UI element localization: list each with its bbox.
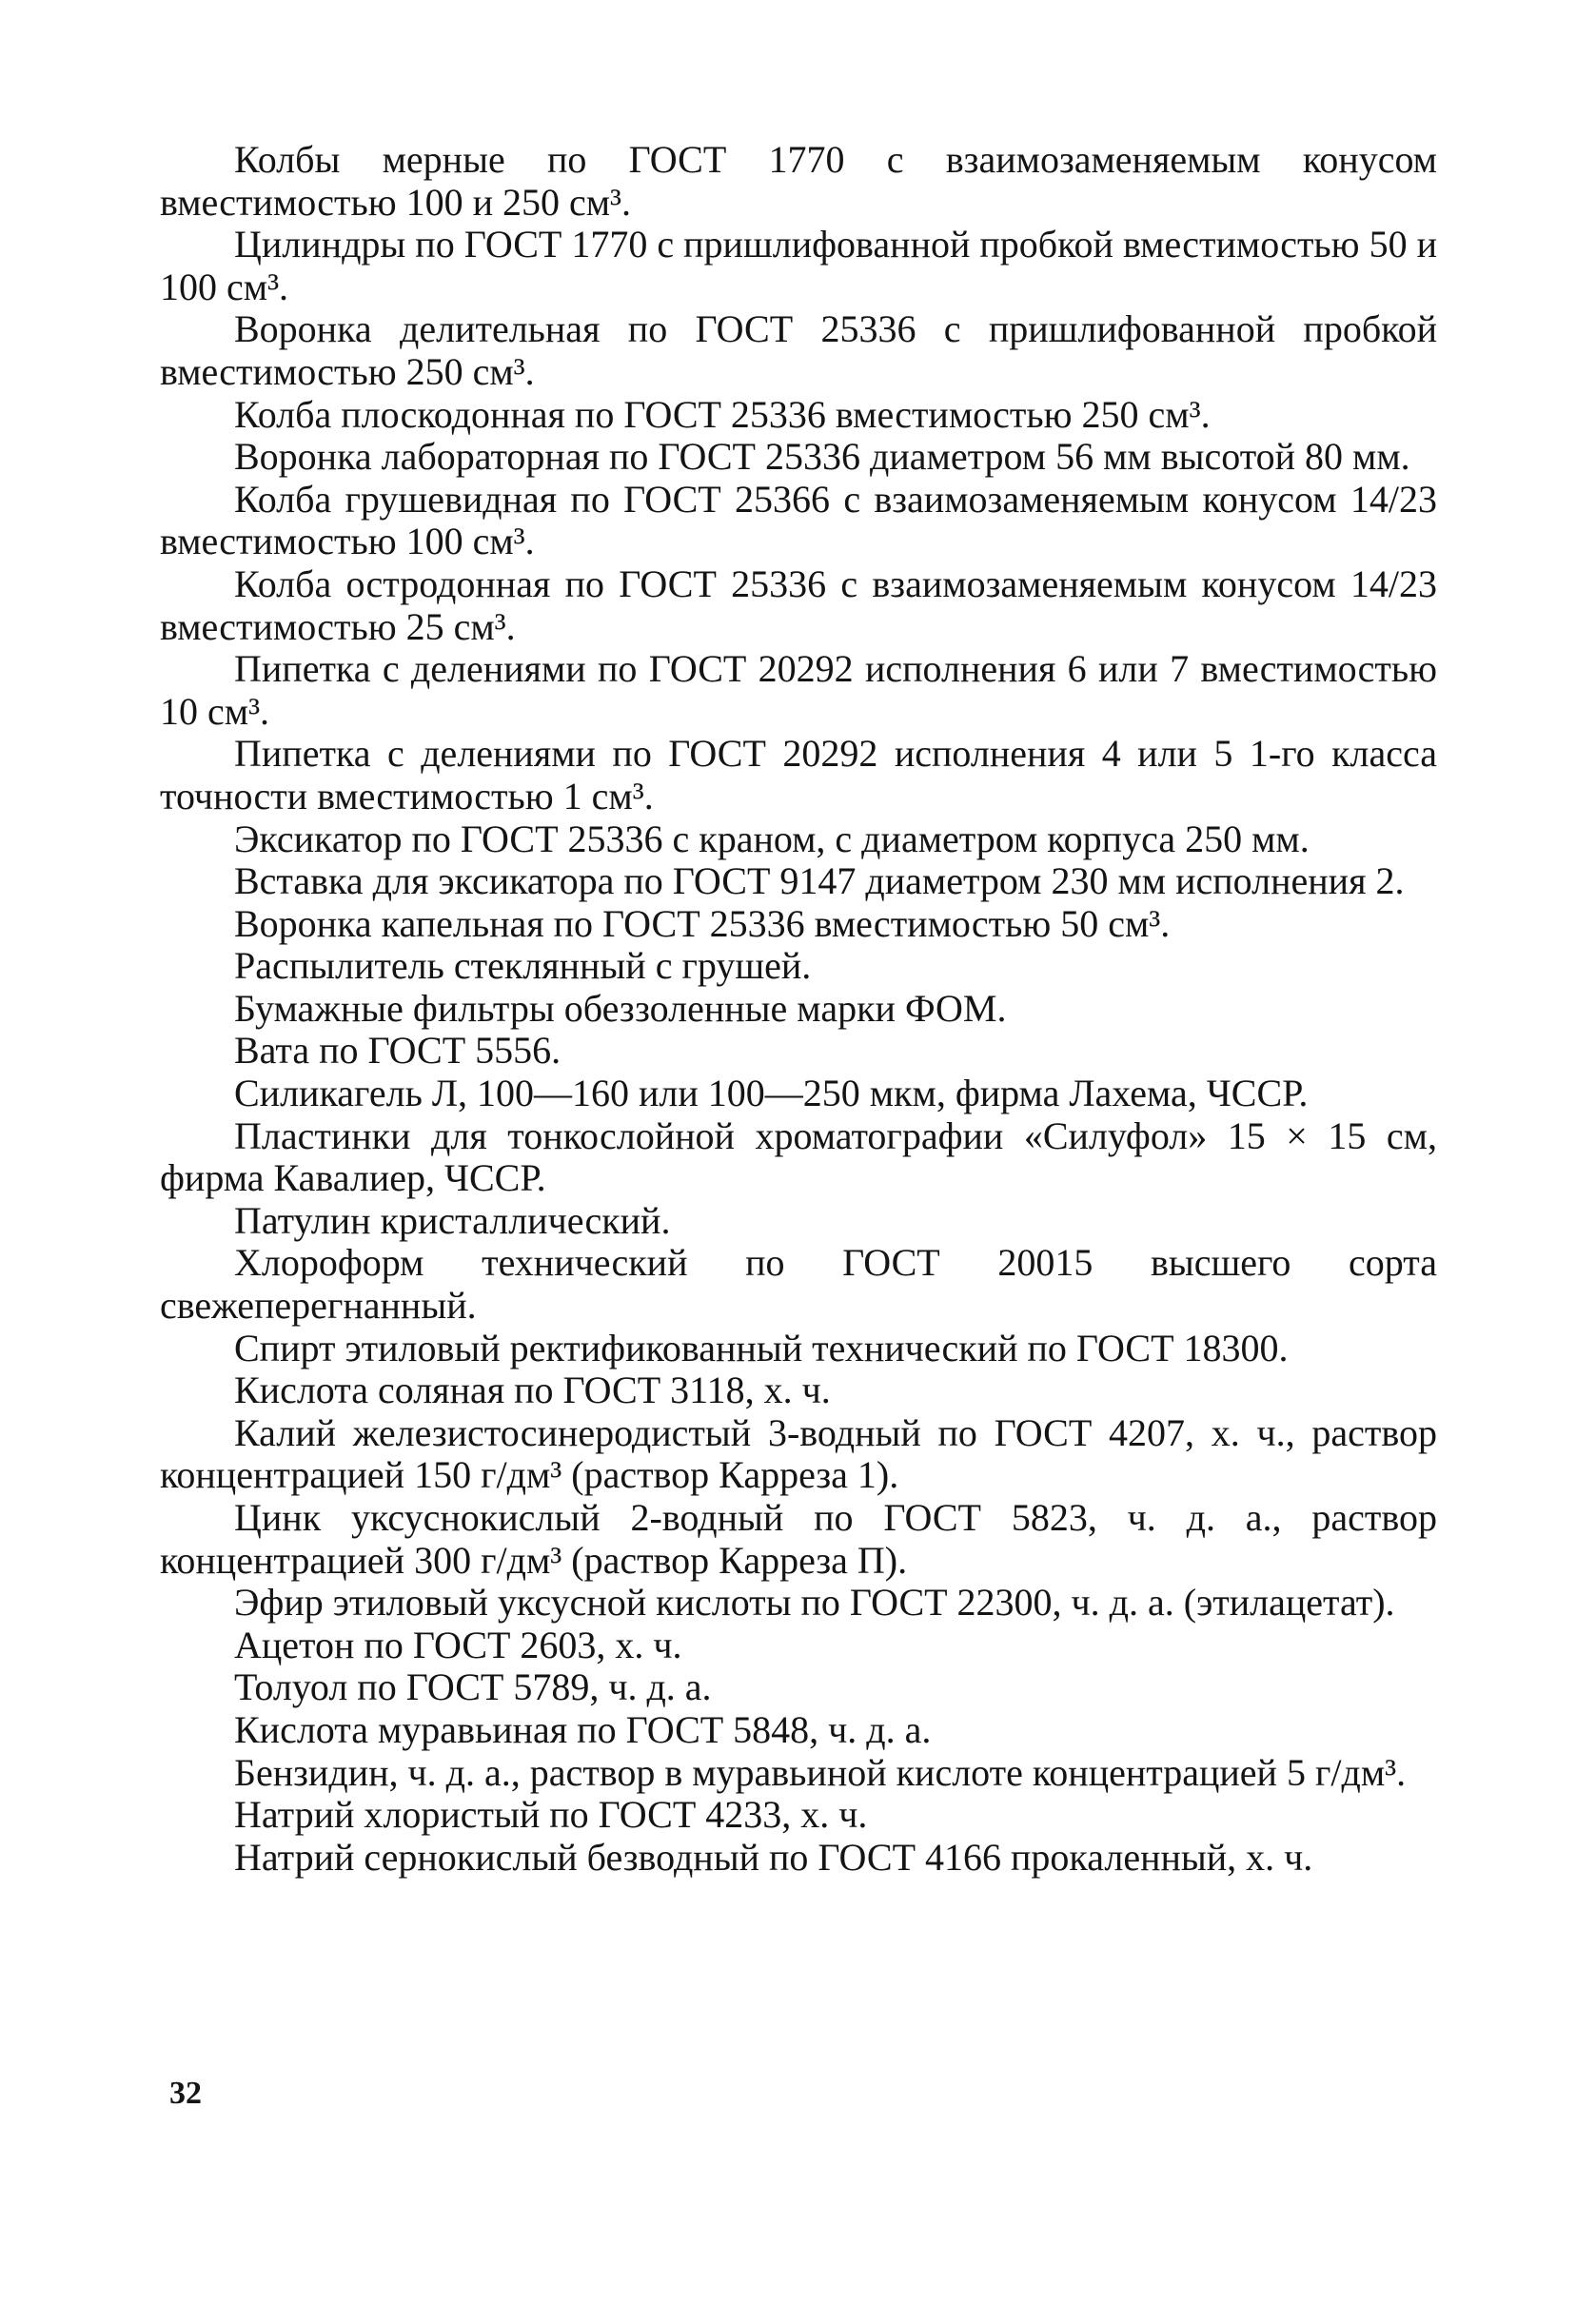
- list-item: Колбы мерные по ГОСТ 1770 с взаимозаменяемым конусом вместимостью 100 и 250 см³.: [160, 138, 1437, 224]
- list-item: Колба плоскодонная по ГОСТ 25336 вместимостью 250 см³.: [234, 392, 1211, 436]
- list-item: Воронка делительная по ГОСТ 25336 с пришлифованной пробкой вместимостью 250 см³.: [160, 307, 1437, 393]
- list-item: Хлороформ технический по ГОСТ 20015 высшего сорта свежеперегнанный.: [160, 1241, 1437, 1328]
- list-item: Натрий хлористый по ГОСТ 4233, х. ч.: [234, 1793, 868, 1837]
- list-item: Патулин кристаллический.: [234, 1198, 671, 1242]
- list-item: Цилиндры по ГОСТ 1770 с пришлифованной пробкой вместимостью 50 и 100 см³.: [160, 223, 1437, 308]
- list-item: Силикагель Л, 100—160 или 100—250 мкм, фирма Лахема, ЧССР.: [234, 1072, 1309, 1115]
- list-item: Воронка лабораторная по ГОСТ 25336 диаметром 56 мм высотой 80 мм.: [234, 435, 1410, 479]
- list-item: Ацетон по ГОСТ 2603, х. ч.: [234, 1623, 682, 1666]
- list-item: Эксикатор по ГОСТ 25336 с краном, с диаметром корпуса 250 мм.: [234, 817, 1310, 860]
- list-item: Вата по ГОСТ 5556.: [234, 1029, 562, 1073]
- list-item: Кислота соляная по ГОСТ 3118, х. ч.: [234, 1369, 831, 1412]
- list-item: Воронка капельная по ГОСТ 25336 вместимостью 50 см³.: [234, 901, 1171, 945]
- list-item: Натрий сернокислый безводный по ГОСТ 4166 прокаленный, х. ч.: [234, 1835, 1313, 1879]
- list-item: Распылитель стеклянный с грушей.: [234, 944, 812, 988]
- list-item: Бумажные фильтры обеззоленные марки ФОМ.: [234, 986, 1007, 1030]
- list-item: Колба остродонная по ГОСТ 25336 с взаимозаменяемым конусом 14/23 вместимостью 25 см³.: [160, 561, 1437, 648]
- page-number: 32: [169, 2076, 202, 2111]
- list-item: Толуол по ГОСТ 5789, ч. д. а.: [234, 1665, 712, 1709]
- list-item: Пластинки для тонкослойной хроматографии «Силуфол» 15 × 15 см, фирма Кавалиер, ЧССР.: [160, 1113, 1437, 1200]
- list-item: Бензидин, ч. д. а., раствор в муравьиной кислоте концентрацией 5 г/дм³.: [234, 1750, 1407, 1794]
- list-item: Спирт этиловый ректификованный технический по ГОСТ 18300.: [234, 1326, 1289, 1369]
- list-item: Пипетка с делениями по ГОСТ 20292 исполнения 4 или 5 1-го класса точности вместимостью 1 см³.: [160, 732, 1437, 818]
- list-item: Вставка для эксикатора по ГОСТ 9147 диаметром 230 мм исполнения 2.: [234, 859, 1405, 903]
- list-item: Кислота муравьиная по ГОСТ 5848, ч. д. а.: [234, 1707, 932, 1751]
- equipment-reagents-list: [160, 139, 1437, 1879]
- list-item: Пипетка с делениями по ГОСТ 20292 исполнения 6 или 7 вместимостью 10 см³.: [160, 647, 1437, 733]
- list-item: Колба грушевидная по ГОСТ 25366 с взаимозаменяемым конусом 14/23 вместимостью 100 см³.: [160, 477, 1437, 563]
- list-item: Калий железистосинеродистый 3-водный по ГОСТ 4207, х. ч., раствор концентрацией 150 г/дм³ (раствор Карреза 1).: [160, 1410, 1437, 1497]
- list-item: Цинк уксуснокислый 2-водный по ГОСТ 5823, ч. д. а., раствор концентрацией 300 г/дм³ (раствор Карреза П).: [160, 1496, 1437, 1582]
- list-item: Эфир этиловый уксусной кислоты по ГОСТ 22300, ч. д. а. (этилацетат).: [234, 1581, 1395, 1625]
